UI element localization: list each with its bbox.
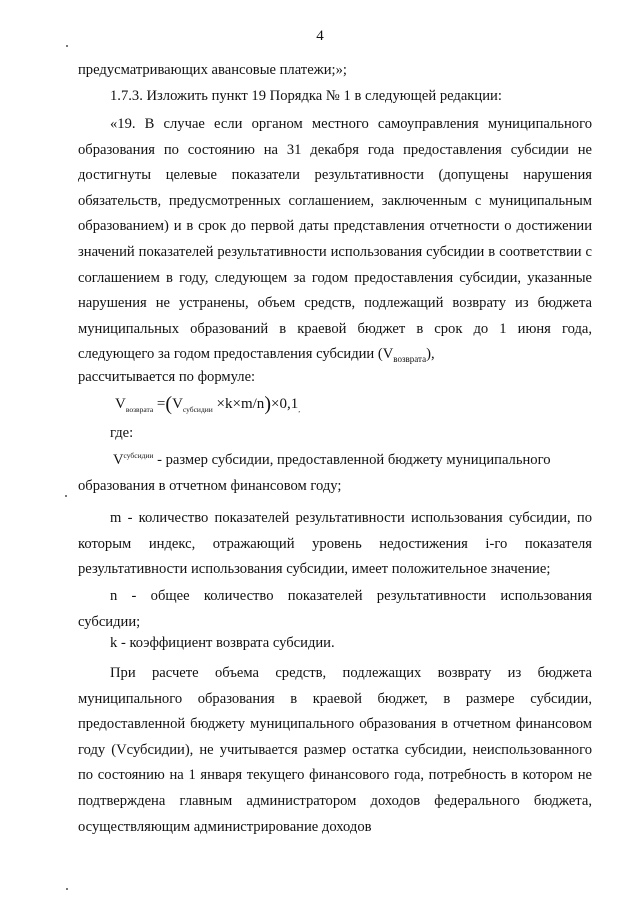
paragraph-19-end: ), — [426, 346, 435, 363]
definition-v — [113, 451, 551, 469]
formula-rparen: ) — [264, 393, 271, 415]
def-v-continuation: образования в отчетном финансовом году; — [78, 478, 342, 494]
formula — [115, 393, 300, 416]
formula-sub-vozvrata: возврата — [125, 405, 154, 414]
formula-sub-subsidii: субсидии — [182, 405, 213, 414]
paragraph-19 — [78, 112, 592, 373]
page-number: 4 — [316, 28, 324, 44]
def-v-subscript: субсидии — [123, 451, 154, 460]
formula-v2: V — [172, 396, 183, 412]
def-v-symbol: V — [113, 452, 124, 468]
formula-eq: = — [156, 396, 166, 412]
item-heading: 1.7.3. Изложить пункт 19 Порядка № 1 в следующей редакции: — [110, 88, 502, 104]
formula-mid: ×k×m/n — [216, 396, 265, 412]
definition-m: m - количество показателей результативности использования субсидии, по которым индекс, отражающий уровень недостижения i-го показателя результативности использования субсидии, имеет положительное значение; — [78, 510, 592, 578]
scan-speck — [66, 888, 68, 890]
paragraph-19-subscript: возврата — [393, 354, 427, 365]
formula-v: V — [115, 396, 126, 412]
last-paragraph: При расчете объема средств, подлежащих возврату из бюджета муниципального образования в краевой бюджет, в размере субсидии, предоставленной бюджету муниципального образования в отчетном финансовом году (Vсубсидии), не учитывается размер остатка субсидии, неиспользованного по состоянию на 1 января текущего финансового года, потребность в котором не подтверждена главным администратором доходов федерального бюджета, осуществляющим администрирование доходов — [78, 665, 592, 835]
scan-speck — [65, 495, 67, 497]
paragraph-19-text: «19. В случае если органом местного самоуправления муниципального образования по состоянию на 31 декабря года предоставления субсидии не достигнуты целевые показатели результативности (допущены нарушения обязательств, предусмотренных соглашением, заключенным с муниципальным образованием) и в срок до первой даты представления отчетности о достижении значений показателей результативности использования субсидии в соответствии с соглашением в году, следующем за годом предоставления субсидии, указанные нарушения не устранены, объем средств, подлежащий возврату из бюджета муниципальных образований в краевой бюджет в срок до 1 июня года, следующего за годом предоставления субсидии (V — [78, 116, 592, 363]
formula-tail: ×0,1 — [270, 396, 299, 412]
formula-lparen: ( — [165, 393, 173, 415]
definition-n: n - общее количество показателей результативности использования субсидии; — [78, 588, 592, 630]
scan-speck — [66, 45, 68, 47]
where-label: где: — [110, 425, 134, 441]
text-line-top: предусматривающих авансовые платежи;»; — [78, 62, 347, 78]
definition-k: k - коэффициент возврата субсидии. — [110, 635, 335, 651]
def-v-text: - размер субсидии, предоставленной бюджету муниципального — [153, 452, 551, 468]
formula-comma: , — [298, 405, 301, 414]
calc-line: рассчитывается по формуле: — [78, 369, 256, 385]
